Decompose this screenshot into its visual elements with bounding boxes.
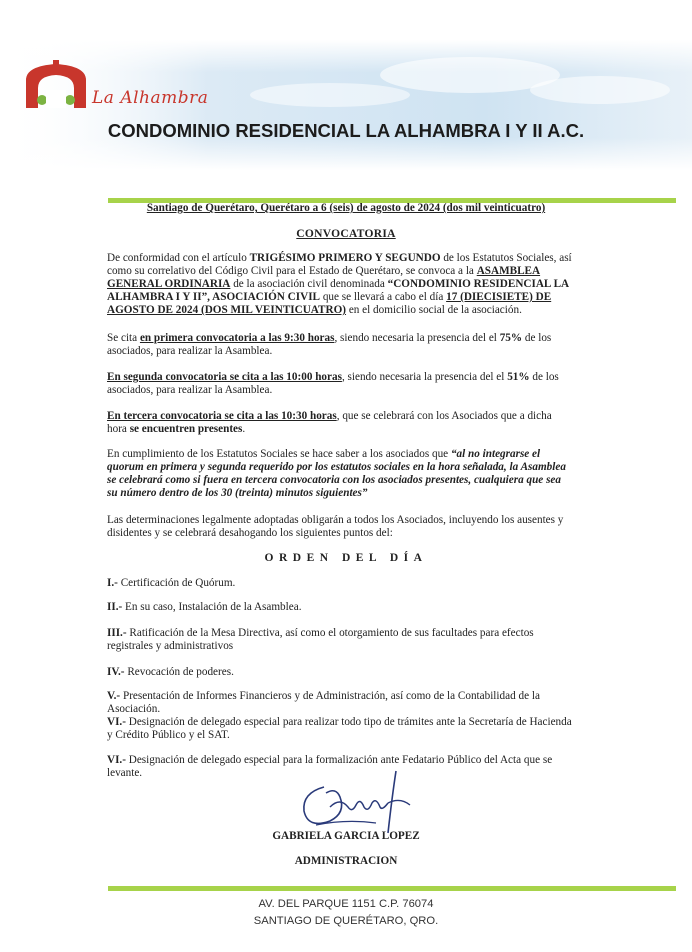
footer-address-line1: AV. DEL PARQUE 1151 C.P. 76074	[258, 898, 434, 910]
footer-address-line2: SANTIAGO DE QUERÉTARO, QRO.	[253, 915, 439, 927]
paragraph-determinations: Las determinaciones legalmente adoptadas obligarán a todos los Asociados, incluyendo los ausentes y disidentes y se celebrará desahogando los siguientes puntos del:	[107, 514, 564, 539]
signer-name: GABRIELA GARCIA LOPEZ	[272, 830, 420, 842]
agenda-item: II.- En su caso, Instalación de la Asamblea.	[107, 601, 302, 613]
paragraph-first-call: Se cita en primera convocatoria a las 9:30 horas, siendo necesaria la presencia del el 75% de los asociados, para realizar la Asamblea.	[107, 332, 552, 357]
alhambra-arch-logo	[22, 60, 90, 110]
handwritten-signature	[296, 767, 426, 839]
agenda-title: ORDEN DEL DÍA	[264, 552, 428, 564]
organization-title: CONDOMINIO RESIDENCIAL LA ALHAMBRA I Y II A.C.	[107, 120, 585, 141]
agenda-item: VI.- Designación de delegado especial para la formalización ante Fedatario Público del Acta que se levante.	[107, 754, 553, 779]
agenda-item: I.- Certificación de Quórum.	[107, 577, 236, 589]
paragraph-quorum: En cumplimiento de los Estatutos Sociales se hace saber a los asociados que “al no integrarse el quorum en primera y segunda requerido por los estatutos sociales en la hora señalada, la Asamblea se celebrará como si fuera en tercera convocatoria con los asociados presentes, cualquiera que sea su número dentro de los 30 (treinta) minutos siguientes”	[107, 448, 566, 499]
paragraph-second-call: En segunda convocatoria se cita a las 10:00 horas, siendo necesaria la presencia del el 51% de los asociados, para realizar la Asamblea.	[107, 371, 559, 396]
signer-role: ADMINISTRACION	[294, 855, 398, 867]
date-line: Santiago de Querétaro, Querétaro a 6 (seis) de agosto de 2024 (dos mil veinticuatro)	[146, 202, 546, 214]
agenda-item: IV.- Revocación de poderes.	[107, 666, 234, 678]
logo-wordmark: La Alhambra	[92, 88, 209, 108]
agenda-item: III.- Ratificación de la Mesa Directiva, así como el otorgamiento de sus facultades para efectos registrales y administrativos	[107, 627, 534, 652]
paragraph-intro: De conformidad con el artículo TRIGÉSIMO PRIMERO Y SEGUNDO de los Estatutos Sociales, así como su correlativo del Código Civil para el Estado de Querétaro, se convoca a la ASAMBLEA GENERAL ORDINARIA de la asociación civil denominada “CONDOMINIO RESIDENCIAL LA ALHAMBRA I Y II”, ASOCIACIÓN CIVIL que se llevará a cabo el día 17 (DIECISIETE) DE AGOSTO DE 2024 (DOS MIL VEINTICUATRO) en el domicilio social de la asociación.	[107, 252, 572, 316]
convocatoria-title: CONVOCATORIA	[296, 228, 396, 240]
paragraph-third-call: En tercera convocatoria se cita a las 10:30 horas, que se celebrará con los Asociados que a dicha hora se encuentren presentes.	[107, 410, 552, 435]
agenda-item: VI.- Designación de delegado especial para realizar todo tipo de trámites ante la Secretaría de Hacienda y Crédito Público y el SAT.	[107, 716, 572, 741]
bottom-divider	[108, 886, 676, 891]
agenda-item: V.- Presentación de Informes Financieros y de Administración, así como de la Contabilidad de la Asociación.	[107, 690, 540, 715]
